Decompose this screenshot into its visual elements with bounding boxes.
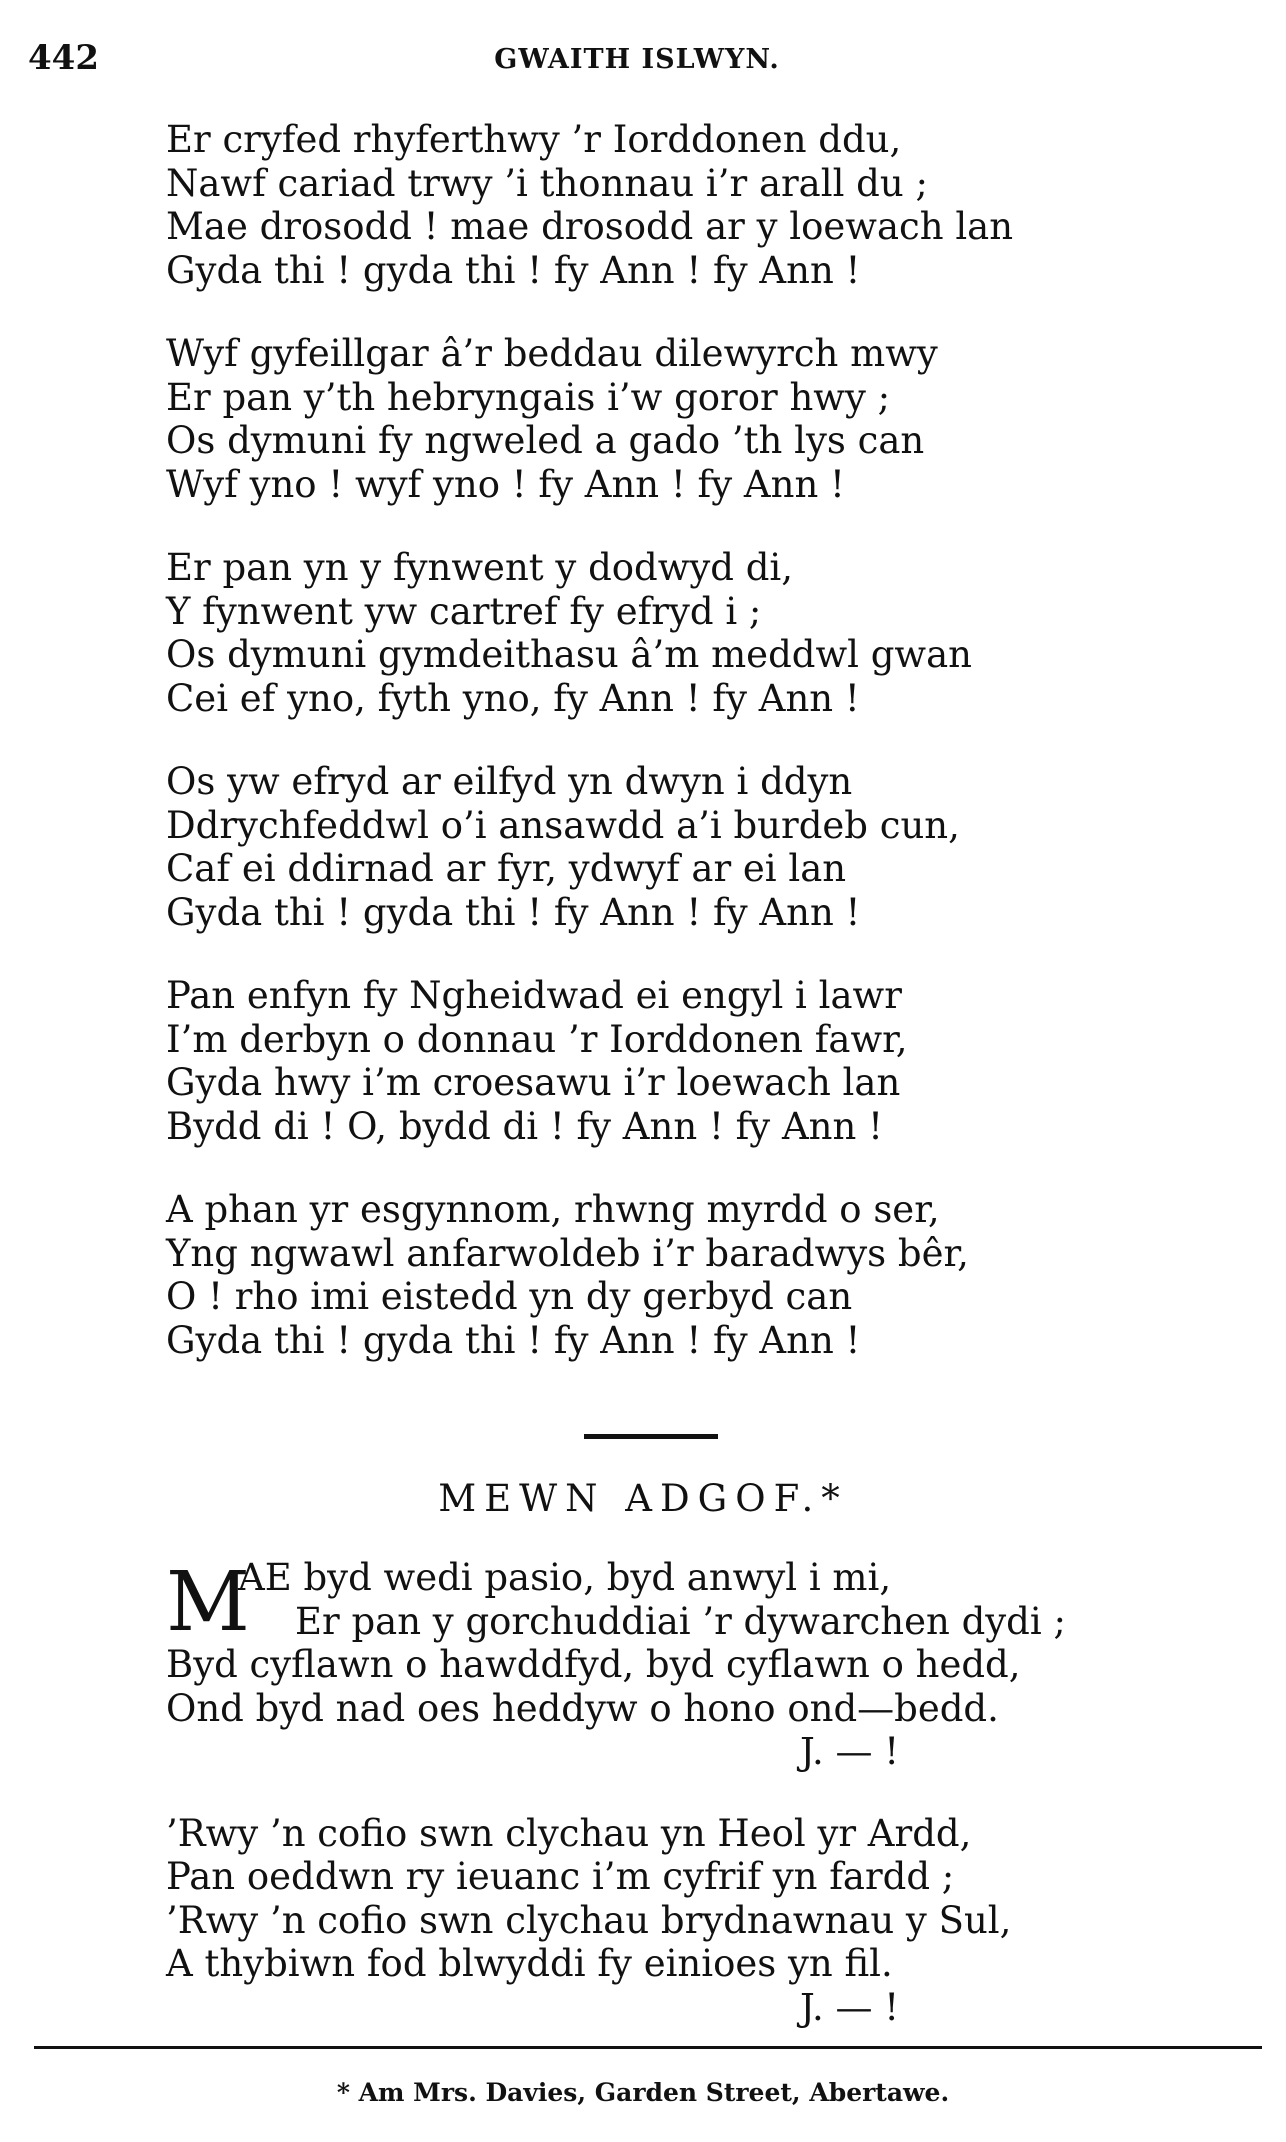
poem-title: MEWN ADGOF.* bbox=[438, 1477, 848, 1520]
poem-line: Wyf gyfeillgar â’r beddau dilewyrch mwy bbox=[166, 332, 938, 375]
poem-line: Ond byd nad oes heddyw o hono ond—bedd. bbox=[166, 1686, 999, 1730]
poem-line: Gyda thi ! gyda thi ! fy Ann ! fy Ann ! bbox=[166, 1318, 861, 1362]
section-divider bbox=[584, 1434, 718, 1439]
poem-line: I’m derbyn o donnau ’r Iorddonen fawr, bbox=[166, 1017, 908, 1061]
poem-line: Os dymuni gymdeithasu â’m meddwl gwan bbox=[166, 633, 972, 676]
poem-line: Gyda thi ! gyda thi ! fy Ann ! fy Ann ! bbox=[166, 248, 861, 292]
poem-line: Y fynwent yw cartref fy efryd i ; bbox=[166, 589, 762, 633]
poem-line: Yng ngwawl anfarwoldeb i’r baradwys bêr, bbox=[166, 1231, 969, 1275]
poem-line: ’Rwy ’n cofio swn clychau brydnawnau y Sul, bbox=[166, 1898, 1012, 1942]
poem-line: Caf ei ddirnad ar fyr, ydwyf ar ei lan bbox=[166, 847, 847, 890]
poem-line: ’Rwy ’n cofio swn clychau yn Heol yr Ardd, bbox=[166, 1811, 972, 1855]
poem-line: A thybiwn fod blwyddi fy einioes yn fil. bbox=[166, 1942, 893, 1985]
poem-line: Ddrychfeddwl o’i ansawdd a’i burdeb cun, bbox=[166, 803, 960, 847]
poem-ann bbox=[166, 118, 1116, 1402]
poem-line: Pan enfyn fy Ngheidwad ei engyl i lawr bbox=[166, 974, 902, 1017]
poem-line: AE byd wedi pasio, byd anwyl i mi, bbox=[238, 1556, 892, 1599]
poem-line: Wyf yno ! wyf yno ! fy Ann ! fy Ann ! bbox=[166, 462, 845, 506]
poem-line: Cei ef yno, fyth yno, fy Ann ! fy Ann ! bbox=[166, 676, 860, 720]
poem-line: Pan oeddwn ry ieuanc i’m cyfrif yn fardd ; bbox=[166, 1855, 955, 1898]
stanza bbox=[166, 332, 1116, 506]
stanza bbox=[166, 118, 1116, 292]
stanza bbox=[166, 974, 1116, 1148]
poem-signature: J. — ! bbox=[800, 1985, 900, 2029]
poem-line: Bydd di ! O, bydd di ! fy Ann ! fy Ann ! bbox=[166, 1104, 883, 1148]
poem-line: Er cryfed rhyferthwy ’r Iorddonen ddu, bbox=[166, 118, 902, 161]
poem-line: Er pan yn y fynwent y dodwyd di, bbox=[166, 546, 794, 589]
page-header bbox=[28, 38, 1246, 78]
stanza bbox=[166, 1812, 1116, 2030]
running-title: GWAITH ISLWYN. bbox=[494, 44, 780, 75]
drop-cap: M bbox=[166, 1555, 250, 1650]
poem-line: Er pan y gorchuddiai ’r dywarchen dydi ; bbox=[295, 1599, 1066, 1643]
page-number: 442 bbox=[28, 38, 99, 78]
poem-line: Nawf cariad trwy ’i thonnau i’r arall du ; bbox=[166, 161, 928, 205]
footnote-rule bbox=[34, 2046, 1262, 2049]
stanza bbox=[166, 1188, 1116, 1362]
poem-line: Gyda hwy i’m croesawu i’r loewach lan bbox=[166, 1061, 901, 1104]
stanza bbox=[166, 546, 1116, 720]
stanza bbox=[166, 760, 1116, 934]
poem-line: Os dymuni fy ngweled a gado ’th lys can bbox=[166, 419, 925, 462]
footnote: * Am Mrs. Davies, Garden Street, Abertawe. bbox=[336, 2078, 950, 2107]
poem-line: Os yw efryd ar eilfyd yn dwyn i ddyn bbox=[166, 760, 853, 803]
poem-line: Er pan y’th hebryngais i’w goror hwy ; bbox=[166, 375, 891, 419]
poem-line: Gyda thi ! gyda thi ! fy Ann ! fy Ann ! bbox=[166, 890, 861, 934]
poem-mewn-adgof bbox=[166, 1556, 1116, 2067]
stanza bbox=[166, 1556, 1116, 1774]
poem-line: A phan yr esgynnom, rhwng myrdd o ser, bbox=[166, 1188, 940, 1231]
poem-signature: J. — ! bbox=[800, 1730, 900, 1773]
poem-line: O ! rho imi eistedd yn dy gerbyd can bbox=[166, 1275, 853, 1318]
poem-line: Byd cyflawn o hawddfyd, byd cyflawn o hedd, bbox=[166, 1643, 1021, 1686]
poem-line: Mae drosodd ! mae drosodd ar y loewach lan bbox=[166, 205, 1014, 248]
